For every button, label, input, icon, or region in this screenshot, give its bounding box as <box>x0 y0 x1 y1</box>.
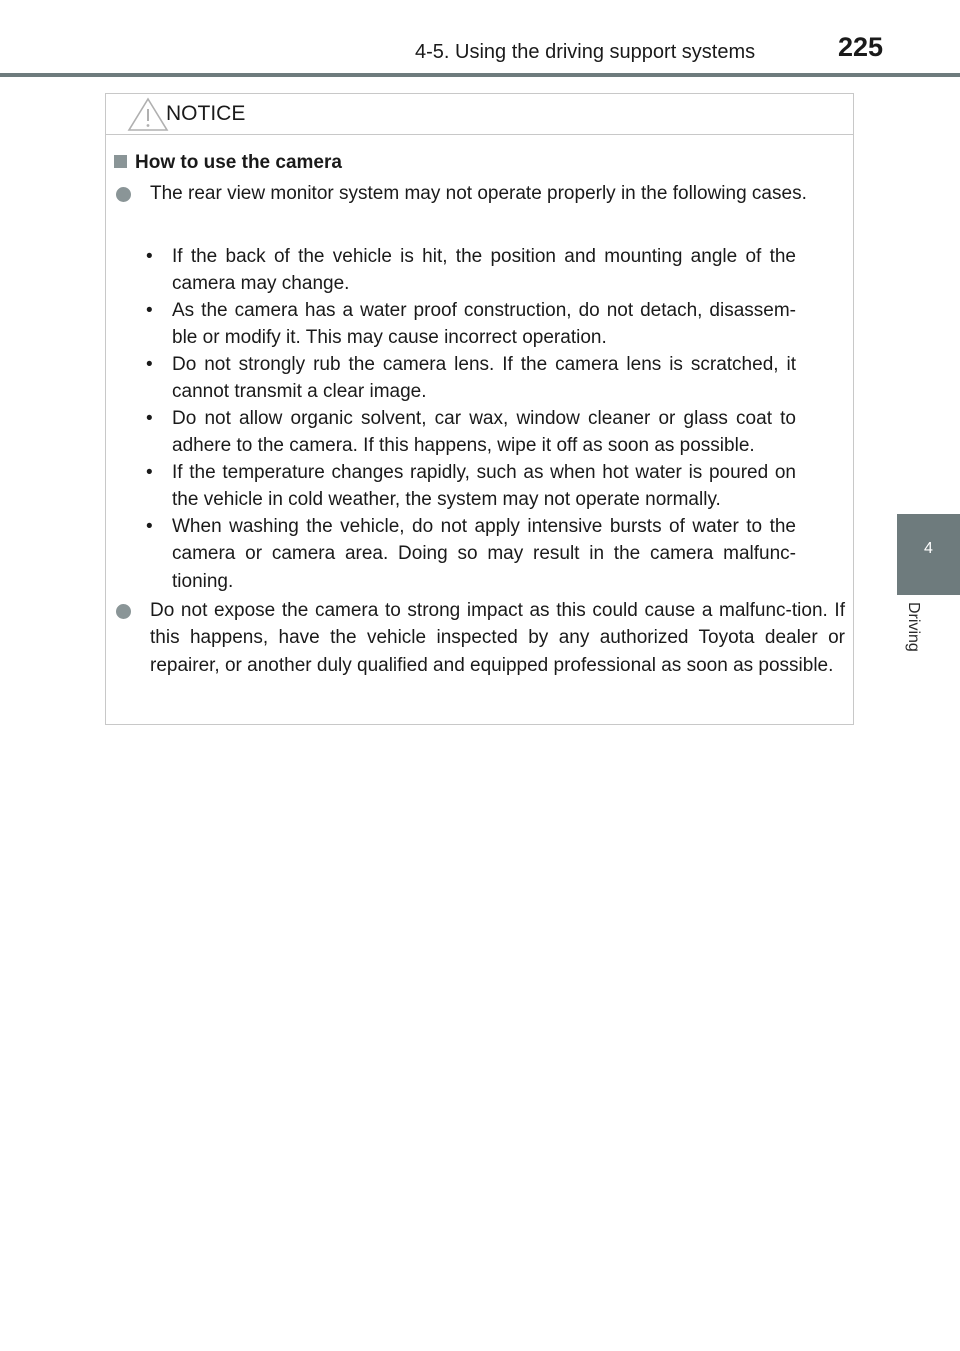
header-rule <box>0 73 960 77</box>
section-title: 4-5. Using the driving support systems <box>415 41 756 63</box>
notice-point-1: The rear view monitor system may not operate properly in the following cases. <box>150 183 807 204</box>
circle-bullet-icon <box>116 604 131 619</box>
warning-triangle-icon <box>126 96 170 132</box>
notice-title: NOTICE <box>166 102 246 125</box>
list-item-text: Do not allow organic solvent, car wax, window cleaner or glass coat to adhere to the camera. If this happens, wipe it off as soon as possible. <box>172 408 796 457</box>
bullet-mark: • <box>146 462 153 483</box>
subheading-text: How to use the camera <box>135 152 342 173</box>
list-item-text: If the temperature changes rapidly, such as when hot water is poured on the vehicle in cold weather, the system may not operate normally. <box>172 462 796 511</box>
list-item-text: If the back of the vehicle is hit, the position and mounting angle of the camera may change. <box>172 246 796 295</box>
list-item-text: When washing the vehicle, do not apply intensive bursts of water to the camera or camera area. Doing so may result in the camera malfunc-tioning. <box>172 516 796 592</box>
page-number: 225 <box>838 32 884 62</box>
chapter-tab <box>897 514 960 595</box>
chapter-label: Driving <box>905 602 922 652</box>
square-bullet-icon <box>114 155 127 168</box>
bullet-mark: • <box>146 408 153 429</box>
bullet-mark: • <box>146 300 153 321</box>
notice-box <box>105 93 854 725</box>
notice-point-2: Do not expose the camera to strong impact as this could cause a malfunc-tion. If this happens, have the vehicle inspected by any authorized Toyota dealer or repairer, or another duly qualified and equipped professional as soon as possible. <box>150 600 845 676</box>
bullet-mark: • <box>146 354 153 375</box>
notice-subheading <box>114 152 342 174</box>
list-item-text: Do not strongly rub the camera lens. If the camera lens is scratched, it cannot transmit a clear image. <box>172 354 796 403</box>
notice-header <box>106 94 853 135</box>
circle-bullet-icon <box>116 187 131 202</box>
chapter-label-container <box>898 602 938 682</box>
bullet-mark: • <box>146 516 153 537</box>
chapter-number: 4 <box>924 540 933 557</box>
list-item-text: As the camera has a water proof construction, do not detach, disassem-ble or modify it. This may cause incorrect operation. <box>172 300 796 349</box>
bullet-mark: • <box>146 246 153 267</box>
